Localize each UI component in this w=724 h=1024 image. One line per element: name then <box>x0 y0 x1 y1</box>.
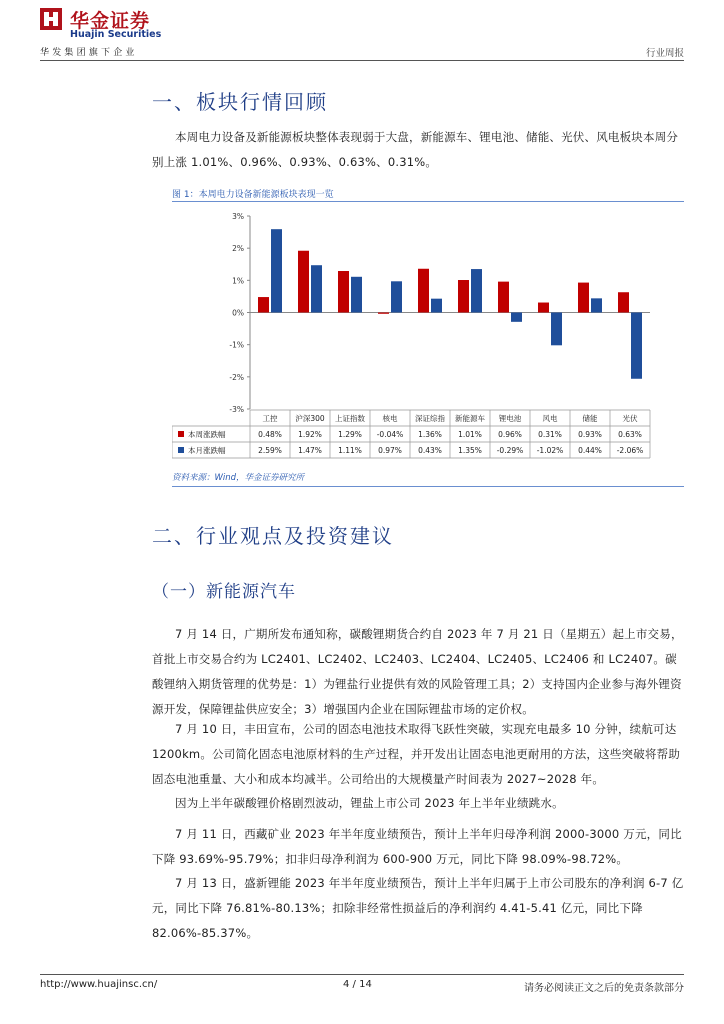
legend-label: 本周涨跌幅 <box>188 430 226 439</box>
y-tick-label: 2% <box>232 244 244 254</box>
header-divider <box>40 60 684 61</box>
data-label: 0.31% <box>538 430 562 439</box>
page-number: 4 / 14 <box>343 979 372 990</box>
bar-monthly <box>271 229 282 312</box>
y-tick-label: 0% <box>232 308 244 318</box>
sector-performance-chart <box>172 206 684 464</box>
category-label: 沪深300 <box>295 414 325 423</box>
paragraph-shengxin-lithium: 7 月 13 日，盛新锂能 2023 年半年度业绩预告，预计上半年归属于上市公司股东的净利润 6-7 亿元，同比下降 76.81%-80.13%；扣除非经常性损益后的净利润约 4.41-5.41 亿元，同比下降 82.06%-85.37%。 <box>152 876 684 940</box>
footer-website-link[interactable]: http://www.huajinsc.cn/ <box>40 979 158 990</box>
bar-weekly <box>578 283 589 313</box>
subsection-title-nev: （一）新能源汽车 <box>152 582 296 602</box>
category-label: 储能 <box>582 414 598 423</box>
bar-weekly <box>418 269 429 313</box>
category-label: 工控 <box>262 414 278 423</box>
section-title-investment-advice: 二、行业观点及投资建议 <box>152 524 394 548</box>
data-label: -1.02% <box>536 446 564 455</box>
y-tick-label: 3% <box>232 212 244 221</box>
paragraph-market-summary: 本周电力设备及新能源板块整体表现弱于大盘，新能源车、锂电池、储能、光伏、风电板块本周分别上涨 1.01%、0.96%、0.93%、0.63%、0.31%。 <box>152 130 679 169</box>
figure-caption: 图 1：本周电力设备新能源板块表现一览 <box>172 190 334 200</box>
category-label: 新能源车 <box>455 414 485 423</box>
bar-monthly <box>351 277 362 313</box>
data-label: -2.06% <box>616 446 644 455</box>
bar-monthly <box>591 298 602 312</box>
bar-weekly <box>338 271 349 312</box>
bar-weekly <box>378 313 389 314</box>
logo-chinese-name: 华金证券 <box>70 10 151 32</box>
bar-monthly <box>471 269 482 312</box>
bar-weekly <box>458 280 469 312</box>
y-tick-label: 1% <box>232 276 244 286</box>
category-label: 锂电池 <box>498 414 522 423</box>
data-label: 1.47% <box>298 446 322 455</box>
data-label: 2.59% <box>258 446 282 455</box>
paragraph-toyota-solid-state: 7 月 10 日，丰田宣布，公司的固态电池技术取得飞跃性突破，实现充电最多 10 分钟，续航可达 1200km。公司简化固态电池原材料的生产过程，并开发出让固态电池更耐用的方法，这些突破将帮助固态电池重量、大小和成本均减半。公司给出的大规模量产时间表为 2027~2028 年。 <box>152 722 681 786</box>
data-label: 0.44% <box>578 446 602 455</box>
bar-monthly <box>631 313 642 379</box>
data-label: -0.04% <box>376 430 404 439</box>
bar-monthly <box>551 313 562 346</box>
paragraph-lithium-futures: 7 月 14 日，广期所发布通知称，碳酸锂期货合约自 2023 年 7 月 21 日（星期五）起上市交易，首批上市交易合约为 LC2401、LC2402、LC2403、LC2404、LC2405、LC2406 和 LC2407。碳酸锂纳入期货管理的优势是：1）为锂盐行业提供有效的风险管理工具；2）支持国内企业参与海外锂资源开发，保障锂盐供应安全；3）增强国内企业在国际锂盐市场的定价权。 <box>152 627 683 716</box>
paragraph-lithium-earnings: 因为上半年碳酸锂价格剧烈波动，锂盐上市公司 2023 年上半年业绩跳水。 <box>175 796 564 810</box>
legend-swatch <box>178 431 184 437</box>
data-label: 0.97% <box>378 446 402 455</box>
bar-monthly <box>511 313 522 322</box>
data-label: 1.92% <box>298 430 322 439</box>
figure-top-rule <box>172 201 684 202</box>
legend-label: 本月涨跌幅 <box>188 446 226 455</box>
data-label: 1.36% <box>418 430 442 439</box>
footer-disclaimer: 请务必阅读正文之后的免责条款部分 <box>524 983 684 994</box>
data-label: 0.93% <box>578 430 602 439</box>
bar-weekly <box>618 292 629 312</box>
y-tick-label: -3% <box>229 405 244 414</box>
data-label: 1.01% <box>458 430 482 439</box>
legend-swatch <box>178 447 184 453</box>
category-label: 光伏 <box>622 414 638 423</box>
data-label: 0.63% <box>618 430 642 439</box>
category-label: 核电 <box>382 414 398 423</box>
y-tick-label: -1% <box>229 340 244 350</box>
bar-weekly <box>258 297 269 312</box>
y-tick-label: -2% <box>229 372 244 382</box>
paragraph-tibet-mining: 7 月 11 日，西藏矿业 2023 年半年度业绩预告，预计上半年归母净利润 2000-3000 万元，同比下降 93.69%-95.79%；扣非归母净利润为 600-900 万元，同比下降 98.09%-98.72%。 <box>152 827 682 866</box>
bar-weekly <box>298 251 309 313</box>
bar-monthly <box>391 281 402 312</box>
category-label: 风电 <box>542 414 558 423</box>
document-type: 行业周报 <box>645 48 684 59</box>
data-label: -0.29% <box>496 446 524 455</box>
bar-weekly <box>498 282 509 313</box>
figure-source: 资料来源：Wind，华金证券研究所 <box>172 473 305 483</box>
data-label: 1.35% <box>458 446 482 455</box>
figure-bottom-rule <box>172 486 684 487</box>
footer-divider <box>40 974 684 975</box>
bar-monthly <box>311 265 322 312</box>
bar-weekly <box>538 303 549 313</box>
data-label: 1.29% <box>338 430 362 439</box>
group-tagline: 华发集团旗下企业 <box>40 48 138 58</box>
data-label: 0.43% <box>418 446 442 455</box>
data-label: 0.96% <box>498 430 522 439</box>
section-title-market-review: 一、板块行情回顾 <box>152 90 328 114</box>
huajin-logo-icon <box>40 8 62 30</box>
data-label: 1.11% <box>338 446 362 455</box>
category-label: 上证指数 <box>335 414 365 423</box>
data-label: 0.48% <box>258 430 282 439</box>
logo-english-name: Huajin Securities <box>70 29 162 40</box>
category-label: 深证综指 <box>415 414 445 423</box>
bar-monthly <box>431 299 442 313</box>
